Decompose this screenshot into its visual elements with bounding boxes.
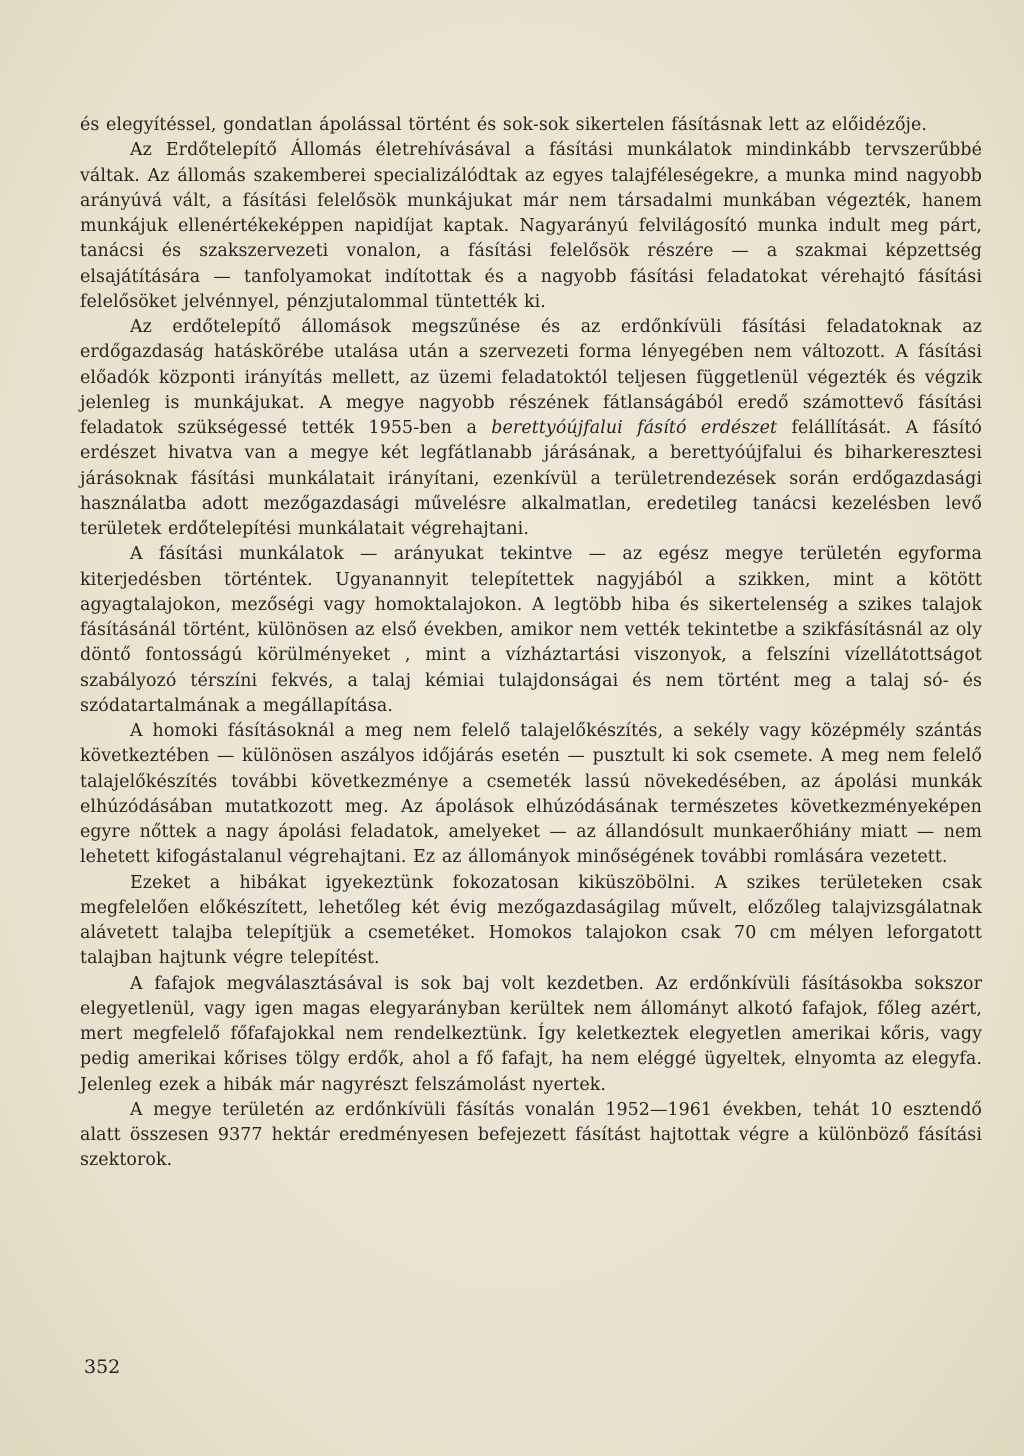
paragraph (80, 1098, 982, 1174)
paragraph (80, 138, 982, 315)
italic-phrase: berettyóújfalui fásító erdészet (491, 418, 778, 438)
text-run: Az erdőtelepítő állomások megszűnése és az erdőnkívüli fásítási feladatoknak az erdőgazdaság hatáskörébe utalása után a szervezeti forma lényegében nem változott. A fásítási előadók központi irányítás mellett, az üzemi feladatoktól teljesen függetlenül végezték és végzik jelenleg is munkájukat. A megye nagyobb részének fátlanságából eredő számottevő fásítási feladatok szükségessé tették 1955-ben a (80, 317, 982, 438)
text-run: A fásítási munkálatok — arányukat tekintve — az egész megye területén egyforma kiterjedésben történtek. Ugyanannyit telepítettek nagyjából a szikken, mint a kötött agyagtalajokon, mezőségi vagy homoktalajokon. A legtöbb hiba és sikertelenség a szikes talajok fásításánál történt, különösen az első években, amikor nem vették tekintetbe a szikfásításnál az oly döntő fontosságú körülményeket , mint a vízháztartási viszonyok, a felszíni vízellátottságot szabályozó térszíni fekvés, a talaj kémiai tulajdonságai és nem történt meg a talaj só- és szódatartalmának a megállapítása. (80, 544, 982, 716)
paragraph (80, 871, 982, 972)
text-run: A megye területén az erdőnkívüli fásítás vonalán 1952—1961 években, tehát 10 esztendő alatt összesen 9377 hektár eredményesen befejezett fásítást hajtottak végre a különböző fásítási szektorok. (80, 1099, 982, 1171)
text-run: Ezeket a hibákat igyekeztünk fokozatosan kiküszöbölni. A szikes területeken csak megfelelően előkészített, lehetőleg két évig mezőgazdaságilag művelt, előzőleg talajvizsgálatnak alávetett talajba telepítjük a csemetéket. Homokos talajokon csak 70 cm mélyen leforgatott talajban hajtunk végre telepítést. (80, 872, 982, 969)
paragraph (80, 542, 982, 719)
text-run: Az Erdőtelepítő Állomás életrehívásával a fásítási munkálatok mindinkább tervszerűbbé váltak. Az állomás szakemberei specializálódtak az egyes talajféleségekre, a munka mind nagyobb arányúvá vált, a fásítási felelősök munkájukat már nem társadalmi munkában végezték, hanem munkájuk ellenértékeképpen napidíjat kaptak. Nagyarányú felvilágosító munka indult meg párt, tanácsi és szakszervezeti vonalon, a fásítási felelősök részére — a szakmai képzettség elsajátítására — tanfolyamokat indítottak és a nagyobb fásítási feladatokat vérehajtó fásítási felelősöket jelvénnyel, pénzjutalommal tüntették ki. (80, 140, 982, 312)
text-run: A fafajok megválasztásával is sok baj volt kezdetben. Az erdőnkívüli fásításokba sokszor elegyetlenül, vagy igen magas elegyarányban kerültek nem állományt alkotó fafajok, főleg azért, mert megfelelő főfafajokkal nem rendelkeztünk. Így keletkeztek elegyetlen amerikai kőris, vagy pedig amerikai kőrises tölgy erdők, ahol a fő fafajt, ha nem eléggé ügyeltek, elnyomta az elegyfa. Jelenleg ezek a hibák már nagyrészt felszámolást nyertek. (80, 973, 982, 1095)
body-text (80, 113, 982, 1174)
page-number: 352 (84, 1356, 121, 1378)
paragraph (80, 972, 982, 1098)
text-run: A homoki fásításoknál a meg nem felelő talajelőkészítés, a sekély vagy középmély szántás következtében — különösen aszályos időjárás esetén — pusztult ki sok csemete. A meg nem felelő talajelőkészítés további következménye a csemeték lassú növekedésében, az ápolási munkák elhúzódásában mutatkozott meg. Az ápolások elhúzódásának természetes következményeképen egyre nőttek a nagy ápolási feladatok, amelyeket — az állandósult munkaerőhiány miatt — nem lehetett kifogástalanul végrehajtani. Ez az állományok minőségének további romlására vezetett. (80, 721, 982, 868)
paragraph (80, 315, 982, 542)
paragraph (80, 719, 982, 871)
text-run: és elegyítéssel, gondatlan ápolással történt és sok-sok sikertelen fásításnak lett az előidézője. (80, 115, 928, 135)
text-run: felállítását. A fásító erdészet hivatva van a megye két legfátlanabb járásának, a berettyóújfalui és biharkeresztesi járásoknak fásítási munkálatait irányítani, ezenkívül a területrendezések során erdőgazdasági használatba adott mezőgazdasági művelésre alkalmatlan, eredetileg tanácsi kezelésben levő területek erdőtelepítési munkálatait végrehajtani. (80, 418, 982, 539)
paragraph (80, 113, 982, 138)
